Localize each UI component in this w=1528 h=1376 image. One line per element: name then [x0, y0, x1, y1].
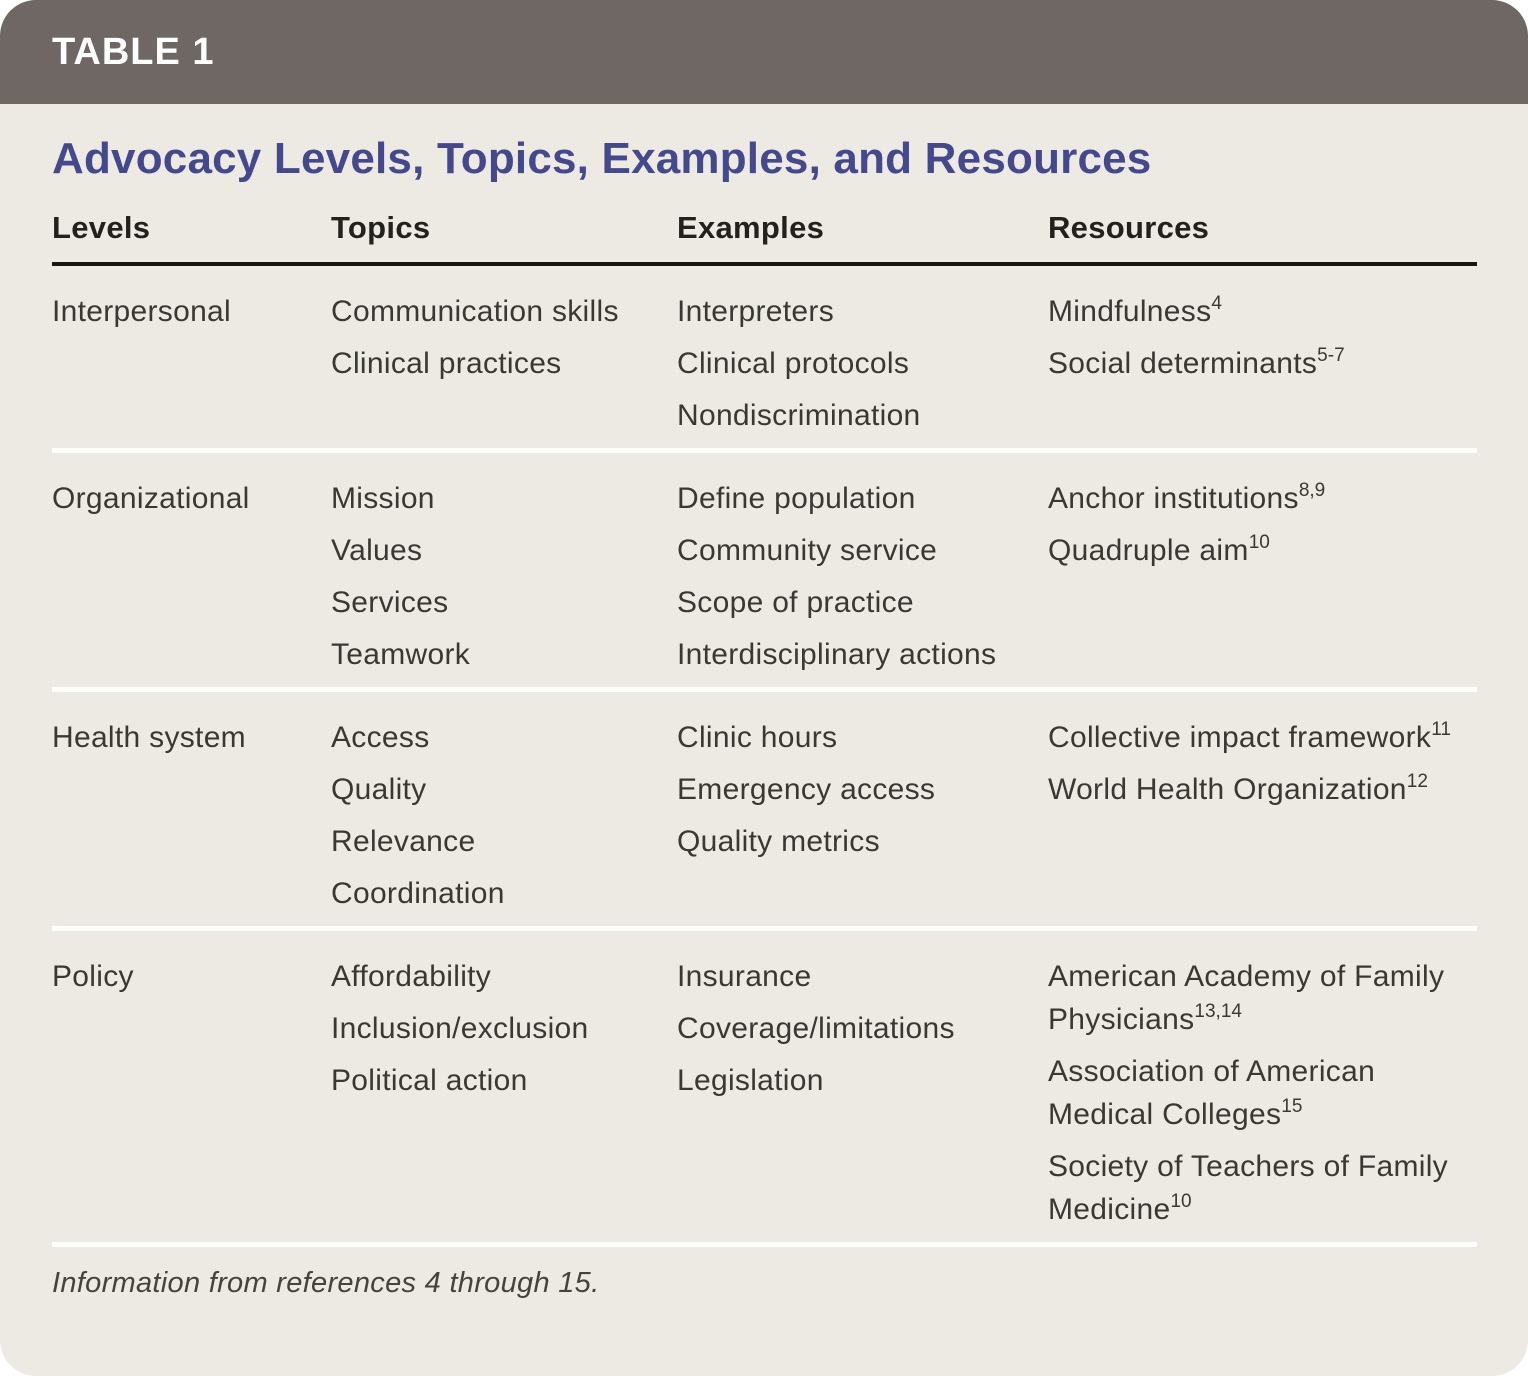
item-text: Inclusion/exclusion [331, 1012, 589, 1045]
cell-examples [677, 929, 1048, 1245]
cell-item [677, 633, 1048, 676]
cell-level [52, 451, 331, 690]
item-text: Coverage/limitations [677, 1012, 955, 1045]
cell-item [677, 768, 1048, 811]
cell-examples [677, 690, 1048, 929]
item-text: Organizational [52, 482, 250, 515]
item-text: Mindfulness [1048, 295, 1212, 328]
item-text: Interpreters [677, 295, 834, 328]
cell-item [677, 820, 1048, 863]
item-text: Clinical practices [331, 347, 562, 380]
item-text: Quality metrics [677, 825, 880, 858]
item-text: Clinic hours [677, 721, 838, 754]
cell-item [1048, 290, 1477, 333]
item-text: Mission [331, 482, 435, 515]
column-header-examples: Examples [677, 210, 1048, 264]
cell-resources [1048, 264, 1477, 451]
cell-item [331, 1059, 677, 1102]
cell-item [331, 290, 677, 333]
item-text: Social determinants [1048, 347, 1318, 380]
level-label [52, 955, 331, 998]
cell-level [52, 929, 331, 1245]
item-text: Political action [331, 1064, 528, 1097]
footnote: Information from references 4 through 15. [52, 1267, 600, 1299]
cell-resources [1048, 690, 1477, 929]
cell-item [677, 394, 1048, 437]
cell-item [331, 342, 677, 385]
reference-superscript: 12 [1406, 771, 1428, 792]
table-number-label: TABLE 1 [52, 30, 215, 73]
column-header-row [52, 210, 1477, 264]
cell-item [331, 768, 677, 811]
item-text: Association of American Medical Colleges [1048, 1055, 1376, 1131]
cell-item [331, 820, 677, 863]
cell-level [52, 264, 331, 451]
reference-superscript: 10 [1170, 1191, 1192, 1212]
reference-superscript: 11 [1431, 719, 1451, 740]
cell-item [331, 716, 677, 759]
column-header-topics: Topics [331, 210, 677, 264]
item-text: World Health Organization [1048, 773, 1407, 806]
table-row-health-system [52, 690, 1477, 929]
reference-superscript: 15 [1281, 1096, 1303, 1117]
cell-item [677, 1059, 1048, 1102]
item-text: American Academy of Family Physicians [1048, 960, 1445, 1036]
cell-item [677, 716, 1048, 759]
cell-resources [1048, 451, 1477, 690]
cell-item [677, 477, 1048, 520]
item-text: Interdisciplinary actions [677, 638, 997, 671]
cell-item [677, 290, 1048, 333]
cell-level [52, 690, 331, 929]
cell-item [331, 477, 677, 520]
item-text: Quadruple aim [1048, 534, 1249, 567]
cell-item [331, 529, 677, 572]
reference-superscript: 5-7 [1317, 345, 1345, 366]
reference-superscript: 8,9 [1298, 480, 1326, 501]
cell-item [1048, 529, 1477, 572]
cell-item [677, 529, 1048, 572]
item-text: Define population [677, 482, 916, 515]
table-body [0, 134, 1528, 1300]
cell-item [331, 955, 677, 998]
item-text: Values [331, 534, 423, 567]
item-text: Society of Teachers of Family Medicine [1048, 1150, 1448, 1226]
item-text: Collective impact framework [1048, 721, 1432, 754]
cell-item [677, 955, 1048, 998]
item-text: Quality [331, 773, 427, 806]
item-text: Interpersonal [52, 295, 232, 328]
item-text: Communication skills [331, 295, 619, 328]
item-text: Community service [677, 534, 938, 567]
advocacy-table [52, 210, 1477, 1247]
cell-item [1048, 1145, 1477, 1231]
item-text: Services [331, 586, 449, 619]
item-text: Legislation [677, 1064, 824, 1097]
item-text: Coordination [331, 877, 505, 910]
cell-item [1048, 716, 1477, 759]
reference-superscript: 4 [1211, 293, 1222, 314]
item-text: Scope of practice [677, 586, 914, 619]
item-text: Policy [52, 960, 134, 993]
column-header-levels: Levels [52, 210, 331, 264]
level-label [52, 477, 331, 520]
level-label [52, 716, 331, 759]
item-text: Nondiscrimination [677, 399, 921, 432]
item-text: Insurance [677, 960, 812, 993]
table-header-bar [0, 0, 1528, 104]
cell-topics [331, 690, 677, 929]
item-text: Teamwork [331, 638, 471, 671]
item-text: Relevance [331, 825, 476, 858]
cell-examples [677, 264, 1048, 451]
cell-resources [1048, 929, 1477, 1245]
cell-item [1048, 955, 1477, 1041]
cell-topics [331, 451, 677, 690]
cell-item [1048, 1050, 1477, 1136]
cell-item [677, 342, 1048, 385]
cell-item [331, 581, 677, 624]
table-row-interpersonal [52, 264, 1477, 451]
cell-item [1048, 477, 1477, 520]
cell-item [1048, 342, 1477, 385]
reference-superscript: 10 [1248, 532, 1270, 553]
item-text: Access [331, 721, 430, 754]
cell-topics [331, 929, 677, 1245]
cell-examples [677, 451, 1048, 690]
cell-item [1048, 768, 1477, 811]
table-row-policy [52, 929, 1477, 1245]
cell-item [331, 1007, 677, 1050]
cell-item [677, 1007, 1048, 1050]
item-text: Clinical protocols [677, 347, 910, 380]
reference-superscript: 13,14 [1194, 1001, 1242, 1022]
item-text: Anchor institutions [1048, 482, 1299, 515]
item-text: Affordability [331, 960, 492, 993]
table-row-organizational [52, 451, 1477, 690]
table-title: Advocacy Levels, Topics, Examples, and Resources [52, 134, 1152, 183]
item-text: Emergency access [677, 773, 936, 806]
cell-item [677, 581, 1048, 624]
column-header-resources: Resources [1048, 210, 1477, 264]
level-label [52, 290, 331, 333]
item-text: Health system [52, 721, 246, 754]
cell-item [331, 872, 677, 915]
cell-topics [331, 264, 677, 451]
cell-item [331, 633, 677, 676]
